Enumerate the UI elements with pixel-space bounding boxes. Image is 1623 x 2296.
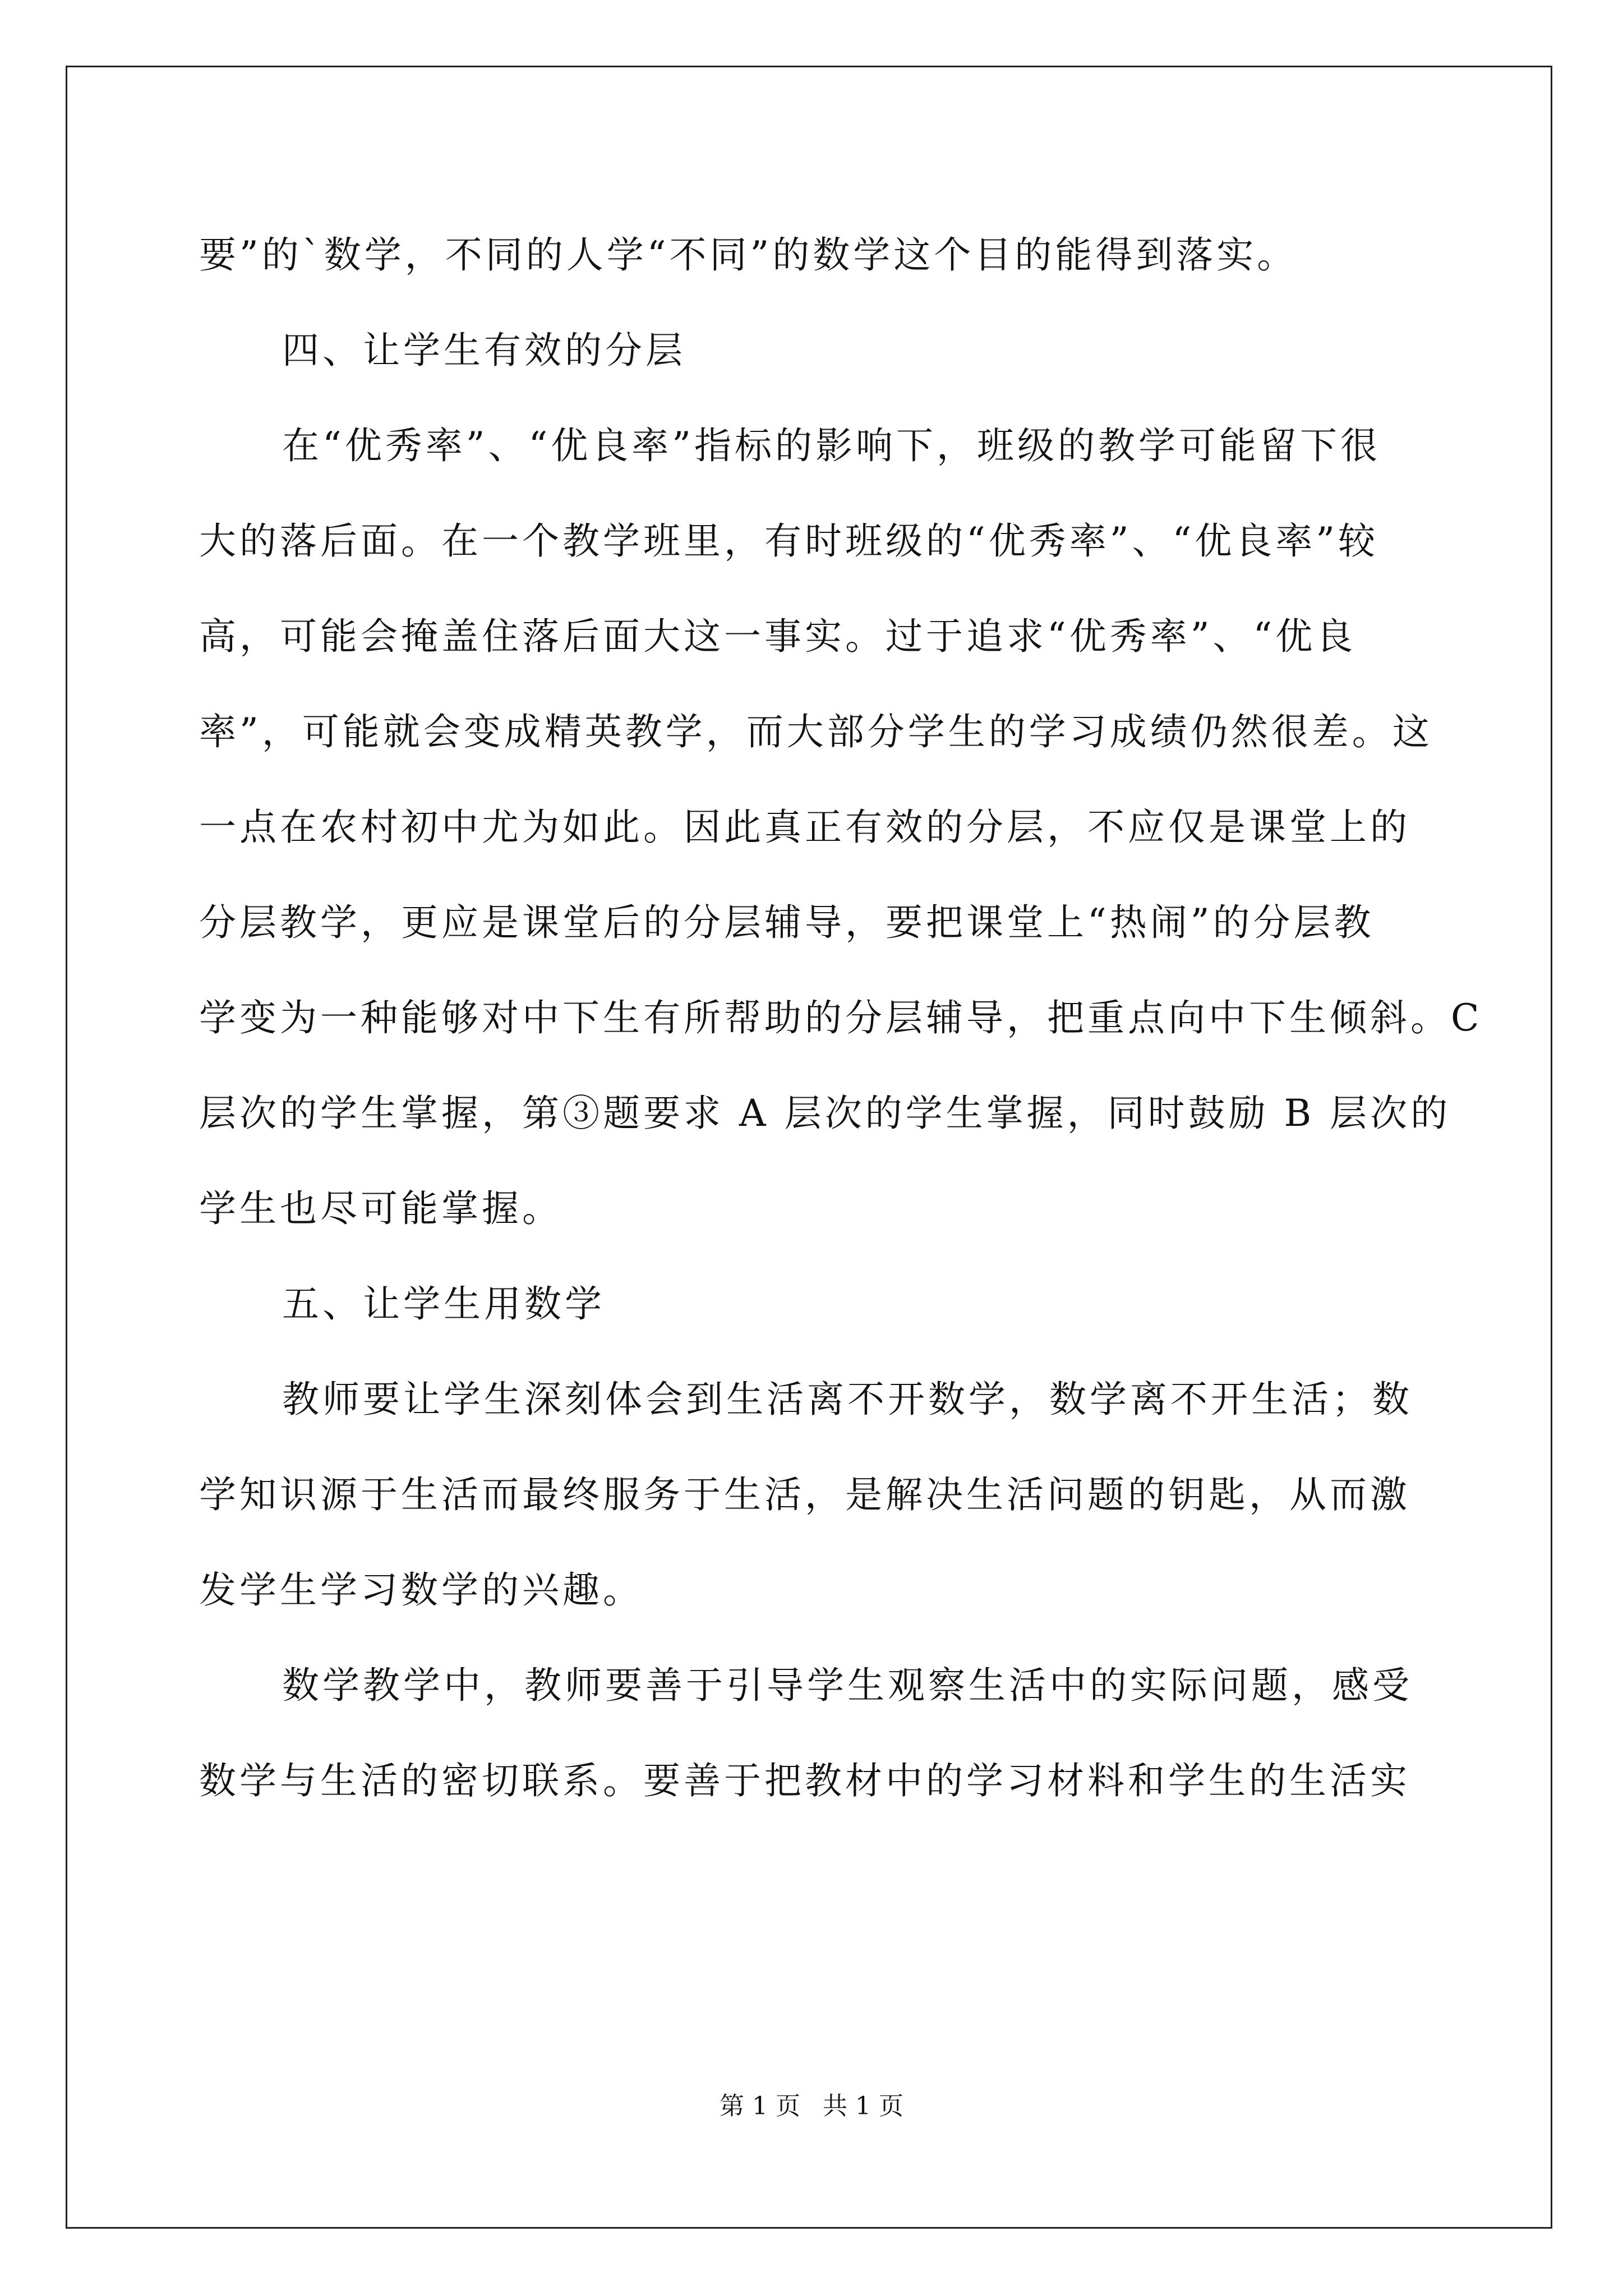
text-line: 学知识源于生活而最终服务于生活，是解决生活问题的钥匙，从而激 <box>199 1473 1410 1516</box>
text-line: 层次的学生掌握，第③题要求 A 层次的学生掌握，同时鼓励 B 层次的 <box>199 1092 1451 1135</box>
text-line: 高，可能会掩盖住落后面大这一事实。过于追求“优秀率”、“优良 <box>199 615 1357 658</box>
text-line: 发学生学习数学的兴趣。 <box>199 1568 643 1612</box>
text-line: 教师要让学生深刻体会到生活离不开数学，数学离不开生活；数 <box>282 1378 1413 1421</box>
text-line: 一点在农村初中尤为如此。因此真正有效的分层，不应仅是课堂上的 <box>199 806 1410 849</box>
section-heading: 五、让学生用数学 <box>282 1282 605 1326</box>
text-line: 分层教学，更应是课堂后的分层辅导，要把课堂上“热闹”的分层教 <box>199 901 1375 944</box>
document-body <box>199 208 1489 1829</box>
text-line: 学生也尽可能掌握。 <box>199 1187 562 1230</box>
section-heading: 四、让学生有效的分层 <box>282 329 686 372</box>
page-footer <box>0 2090 1623 2123</box>
text-line: 在“优秀率”、“优良率”指标的影响下，班级的教学可能留下很 <box>282 424 1381 467</box>
text-line: 大的落后面。在一个教学班里，有时班级的“优秀率”、“优良率”较 <box>199 519 1378 563</box>
text-line: 学变为一种能够对中下生有所帮助的分层辅导，把重点向中下生倾斜。C <box>199 996 1483 1039</box>
text-line: 数学教学中，教师要善于引导学生观察生活中的实际问题，感受 <box>282 1664 1413 1707</box>
text-line: 要”的`数学，不同的人学“不同”的数学这个目的能得到落实。 <box>199 233 1298 277</box>
page-number: 第 1 页 <box>720 2092 800 2120</box>
page-total: 共 1 页 <box>823 2092 903 2120</box>
text-line: 数学与生活的密切联系。要善于把教材中的学习材料和学生的生活实 <box>199 1759 1410 1802</box>
text-line: 率”，可能就会变成精英教学，而大部分学生的学习成绩仍然很差。这 <box>199 710 1433 753</box>
